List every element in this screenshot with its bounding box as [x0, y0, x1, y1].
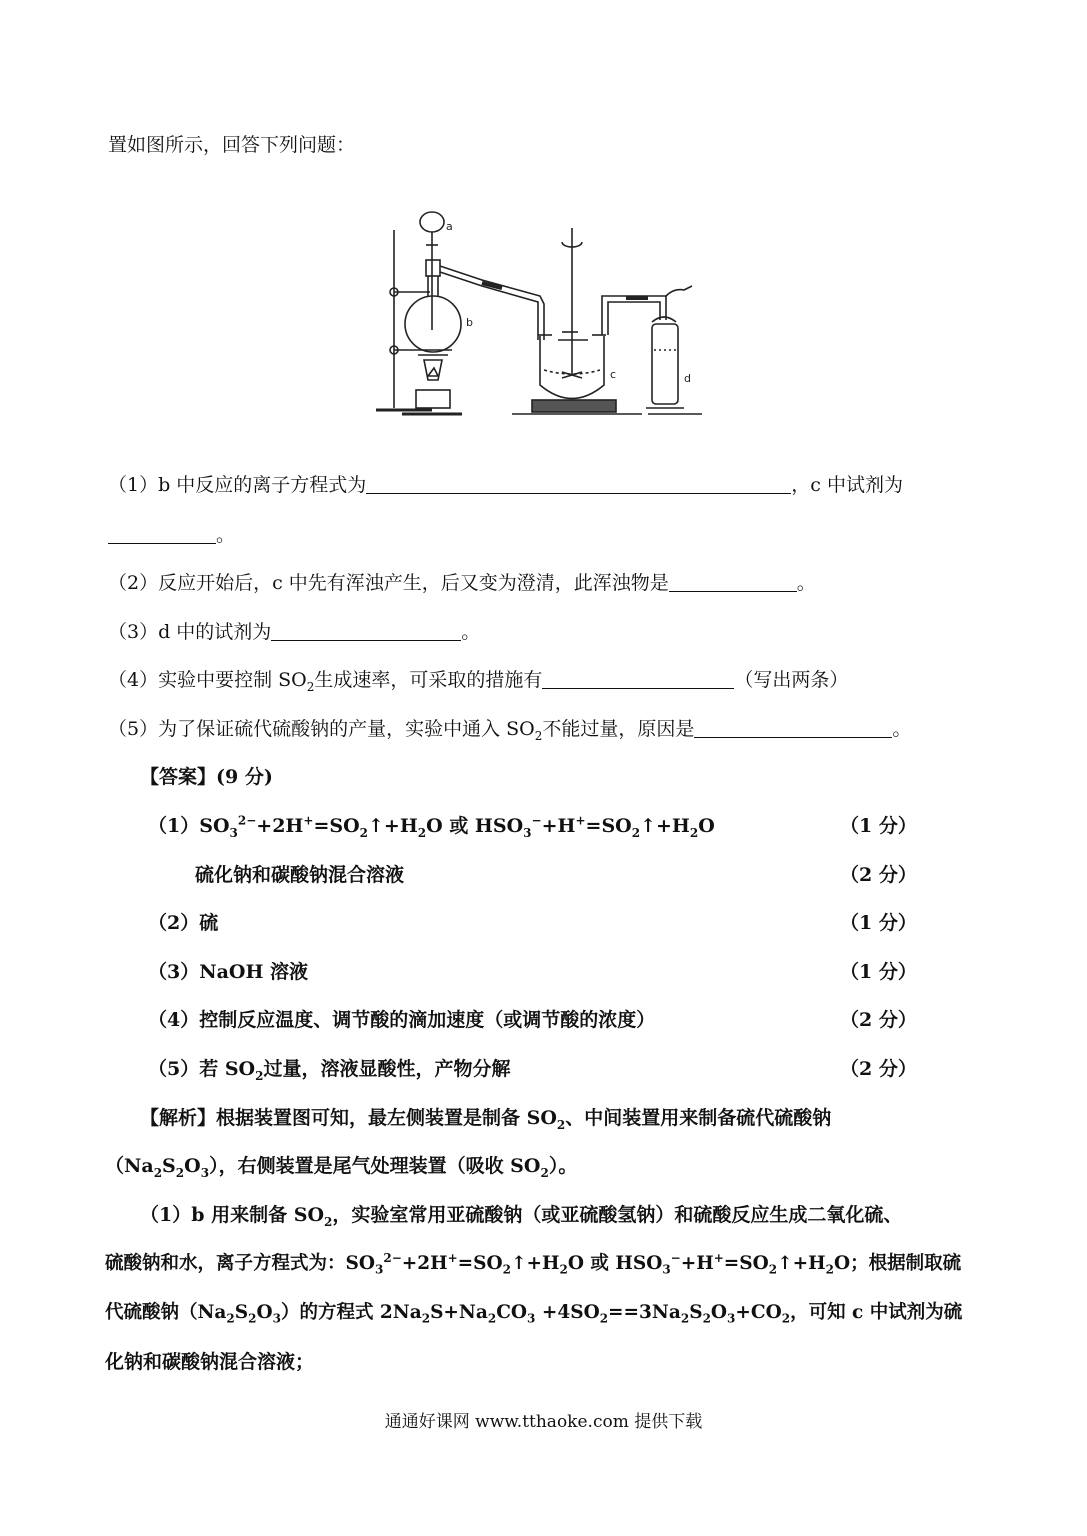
answer-blank-1b[interactable] — [108, 523, 216, 544]
footer-source: 通通好课网 www.tthaoke.com 提供下载 — [384, 1412, 703, 1432]
answer-blank-4[interactable] — [542, 668, 734, 689]
answer-1-score: （1 分） — [840, 815, 917, 837]
answer-4: （4）控制反应温度、调节酸的滴加速度（或调节酸的浓度） — [148, 1009, 656, 1031]
answer-4-score: （2 分） — [840, 1009, 917, 1031]
analysis-line-1: 【解析】根据装置图可知，最左侧装置是制备 $SO_2$、中间装置用来制备硫代硫酸钠 — [140, 1107, 832, 1132]
answer-5-score: （2 分） — [840, 1058, 917, 1080]
answer-1b-score: （2 分） — [840, 864, 917, 886]
analysis-p2-line-2: 硫酸钠和水，离子方程式为：$SO_3^{2-}+2H^+=SO_2↑+H_2O$ 或 $HSO_3^-+H^+=SO_2↑+H_2O$；根据制取硫 — [105, 1250, 962, 1277]
question-5: （5）为了保证硫代硫酸钠的产量，实验中通入 $SO_2$不能过量，原因是 。 — [108, 718, 912, 743]
analysis-p2-line-3: 代硫酸钠$(Na_2S_2O_3)$的方程式 $2Na_2S+Na_2CO_3 +4SO_2==3Na_2S_2O_3+CO_2$，可知 c 中试剂为硫 — [105, 1302, 963, 1326]
figure-label-a: a — [446, 220, 453, 233]
figure-label-d: d — [684, 372, 691, 385]
question-1: （1）b 中反应的离子方程式为 ，c 中试剂为 — [108, 474, 903, 496]
answer-3: （3）NaOH 溶液 — [148, 961, 309, 983]
answer-blank-1[interactable] — [366, 473, 791, 494]
answer-5: （5）若 $SO_2$过量，溶液显酸性，产物分解 — [148, 1058, 511, 1083]
answer-2: （2）硫 — [148, 912, 219, 934]
question-1-cont: 。 — [108, 522, 235, 548]
answer-2-score: （1 分） — [840, 912, 917, 934]
question-3: （3）d 中的试剂为 。 — [108, 621, 481, 643]
apparatus-figure — [362, 200, 710, 422]
analysis-line-2: $(Na_2S_2O_3)$，右侧装置是尾气处理装置（吸收 $SO_2$）。 — [105, 1155, 578, 1180]
analysis-p2-line-4: 化钠和碳酸钠混合溶液； — [105, 1351, 315, 1373]
answer-blank-3[interactable] — [271, 620, 461, 641]
answer-3-score: （1 分） — [840, 961, 917, 983]
answer-blank-5[interactable] — [694, 717, 892, 738]
answer-header: 【答案】(9 分) — [140, 766, 273, 788]
answer-1b: 硫化钠和碳酸钠混合溶液 — [195, 864, 405, 886]
intro-text: 置如图所示，回答下列问题： — [108, 134, 356, 156]
answer-1: $(1)SO_3^{2-}+2H^+=SO_2↑+H_2O$ 或 $HSO_3^-+H^+=SO_2↑+H_2O$ — [148, 813, 715, 840]
answer-blank-2[interactable] — [669, 571, 797, 592]
analysis-p2-line-1: （1）b 用来制备 $SO_2$，实验室常用亚硫酸钠（或亚硫酸氢钠）和硫酸反应生成二氧化硫、 — [140, 1204, 903, 1229]
figure-label-b: b — [466, 316, 473, 329]
figure-label-c: c — [610, 368, 617, 381]
question-2: （2）反应开始后，c 中先有浑浊产生，后又变为澄清，此浑浊物是 。 — [108, 572, 816, 594]
question-4: （4）实验中要控制 $SO_2$生成速率，可采取的措施有 （写出两条） — [108, 669, 849, 694]
